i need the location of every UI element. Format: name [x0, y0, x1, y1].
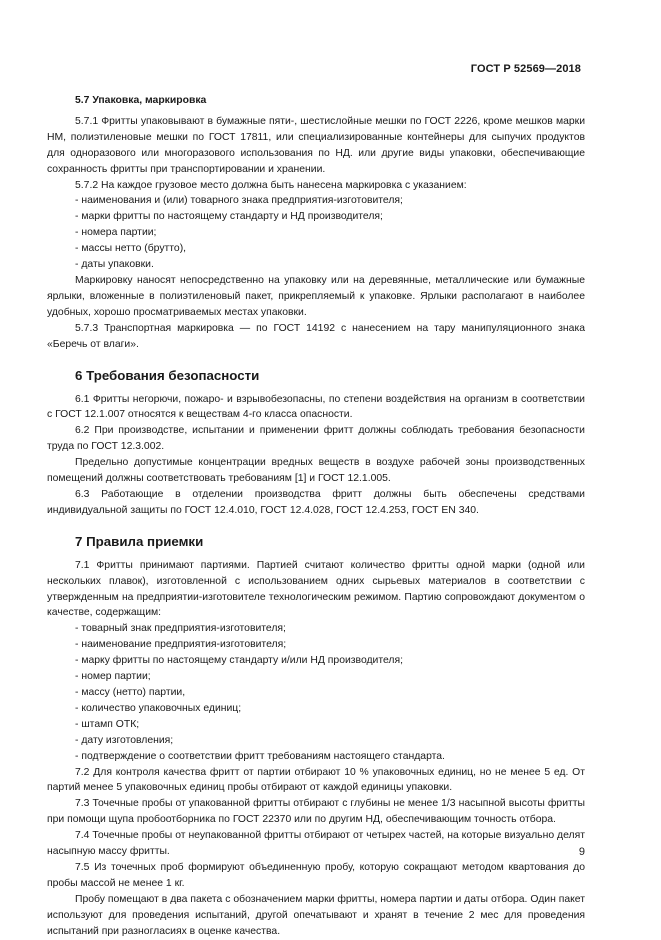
list-item: - массы нетто (брутто),: [75, 243, 187, 255]
marking-list: [47, 193, 585, 273]
paragraph-7-3: 7.3 Точечные пробы от упакованной фритты отбирают с глубины не менее 1/3 насыпной высоты фритты при помощи щупа пробоотборника по ГОСТ 22370 или по другим НД, обеспечивающим точность отбора.: [47, 798, 585, 826]
list-item: - наименования и (или) товарного знака предприятия-изготовителя;: [75, 195, 403, 207]
paragraph-marking-method: Маркировку наносят непосредственно на упаковку или на деревянные, металлические или бумажные ярлыки, вложенные в полиэтиленовый пакет, прикрепляемый к упаковке. Ярлыки располагают в наиболее удобных, хорошо просматриваемых местах упаковки.: [47, 274, 585, 318]
paragraph-sample-packing: Пробу помещают в два пакета с обозначением марки фритты, номера партии и даты отбора. Один пакет используют для проведения испытаний, другой опечатывают и хранят в течение 2 мес для проведения испытаний при разногласиях в оценке качества.: [47, 893, 585, 937]
paragraph-6-2: 6.2 При производстве, испытании и применении фритт должны соблюдать требования безопасности труда по ГОСТ 12.3.002.: [47, 425, 585, 453]
subsection-heading-5-7: 5.7 Упаковка, маркировка: [75, 95, 207, 106]
list-item: - даты упаковки.: [75, 259, 154, 271]
paragraph-6-1: 6.1 Фритты негорючи, пожаро- и взрывобезопасны, по степени воздействия на организм в соответствии с ГОСТ 12.1.007 относятся к веществам 4-го класса опасности.: [47, 393, 585, 421]
list-item: - штамп ОТК;: [75, 718, 140, 730]
paragraph-6-3: 6.3 Работающие в отделении производства фритт должны быть обеспечены средствами индивидуальной защиты по ГОСТ 12.4.010, ГОСТ 12.4.028, ГОСТ 12.4.253, ГОСТ EN 340.: [47, 488, 585, 516]
list-item: - массу (нетто) партии,: [75, 687, 186, 698]
paragraph-5-7-1: 5.7.1 Фритты упаковывают в бумажные пяти-, шестислойные мешки по ГОСТ 2226, кроме мешков марки НМ, полиэтиленовые мешки по ГОСТ 17811, или специализированные контейнеры для сыпучих продуктов для одноразового или многоразового использования по НД. или другие виды упаковки, обеспечивающие сохранность фритты при транспортировании и хранении.: [47, 115, 585, 175]
list-item: - наименование предприятия-изготовителя;: [75, 639, 287, 651]
paragraph-concentrations: Предельно допустимые концентрации вредных веществ в воздухе рабочей зоны производственных помещений должны соответствовать требованиям [1] и ГОСТ 12.1.005.: [47, 457, 585, 485]
section-heading-6: 6 Требования безопасности: [75, 367, 260, 383]
list-item: - количество упаковочных единиц;: [75, 702, 242, 714]
list-item: - номер партии;: [75, 671, 151, 683]
list-item: - марку фритты по настоящему стандарту и/или НД производителя;: [75, 655, 404, 667]
page-content: [47, 93, 585, 940]
paragraph-7-4: 7.4 Точечные пробы от неупакованной фритты отбирают от четырех частей, на которые визуально делят насыпную массу фритты.: [47, 830, 585, 858]
paragraph-7-1: 7.1 Фритты принимают партиями. Партией считают количество фритты одной марки (одной или нескольких плавок), изготовленной с использованием одних сырьевых материалов в соответствии с утвержденным на предприятии-изготовителе технологическим режимом. Партию сопровождают документом о качестве, содержащим:: [47, 559, 585, 619]
section-heading-7: 7 Правила приемки: [75, 533, 204, 549]
list-item: - товарный знак предприятия-изготовителя;: [75, 623, 286, 635]
list-item: - номера партии;: [75, 227, 157, 239]
list-item: - подтверждение о соответствии фритт требованиям настоящего стандарта.: [75, 750, 445, 762]
quality-document-list: [47, 621, 585, 764]
page-number: 9: [578, 846, 585, 858]
list-item: - марки фритты по настоящему стандарту и НД производителя;: [75, 211, 383, 223]
paragraph-5-7-2: 5.7.2 На каждое грузовое место должна быть нанесена маркировка с указанием:: [75, 179, 467, 191]
document-id: ГОСТ Р 52569—2018: [470, 63, 581, 75]
paragraph-5-7-3: 5.7.3 Транспортная маркировка — по ГОСТ 14192 с нанесением на тару манипуляционного знака «Беречь от влаги».: [47, 322, 585, 350]
paragraph-7-2: 7.2 Для контроля качества фритт от партии отбирают 10 % упаковочных единиц, но не менее 5 ед. От партий менее 5 упаковочных единиц пробы отбирают от каждой единицы упаковки.: [47, 766, 585, 794]
paragraph-7-5: 7.5 Из точечных проб формируют объединенную пробу, которую сокращают методом квартования до пробы массой не менее 1 кг.: [47, 861, 585, 889]
list-item: - дату изготовления;: [75, 734, 174, 746]
